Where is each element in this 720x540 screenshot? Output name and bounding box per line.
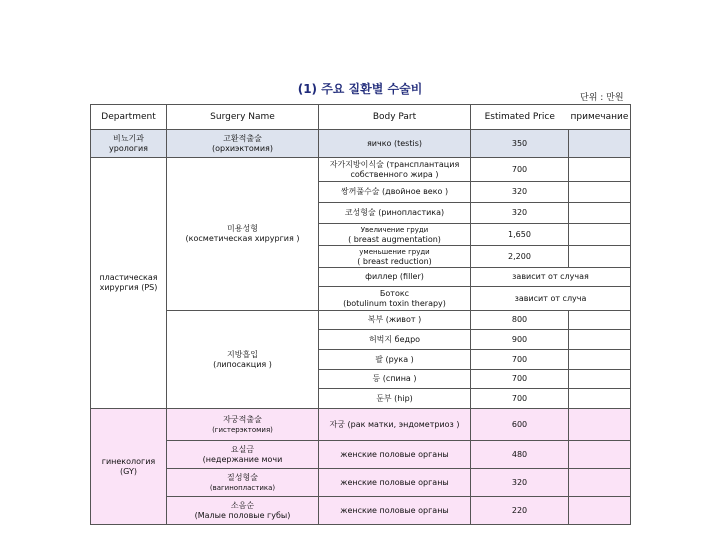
price-cell: 700 [471,158,569,182]
surgery-cell [167,497,319,525]
price-cell: 320 [471,203,569,224]
body-part-cell: женские половые органы [319,497,471,525]
price-cell: 1,650 [471,224,569,246]
note-cell: зависит от случая [471,268,631,287]
department-name-line2: хирургия (PS) [99,283,158,292]
body-part-line2: (botulinum toxin therapy) [343,298,446,308]
body-part-line2: ( breast augmentation) [348,234,441,244]
note-cell [569,370,631,389]
department-name-line1: пластическая [99,273,158,282]
surgery-name-ru: (вагинопластика) [209,483,276,492]
price-cell: 600 [471,409,569,441]
price-cell: 350 [471,130,569,158]
department-name-line1: гинекология [101,456,156,466]
note-cell [569,158,631,182]
body-part-cell [319,246,471,268]
surgery-name-ko: 질성형술 [227,472,258,482]
surgery-name-ko: 고환적출술 [223,133,262,143]
table-row [91,311,631,330]
header-price: Estimated Price [471,105,569,130]
surgery-cell [167,441,319,469]
surgery-cost-table [90,104,631,525]
price-cell: 700 [471,370,569,389]
note-cell: зависит от случа [471,287,631,311]
price-cell: 320 [471,469,569,497]
unit-label: 단위 : 만원 [580,93,624,103]
surgery-name-ru: (гистерэктомия) [212,425,273,434]
table-row [91,497,631,525]
page-title: (1) 주요 질환별 수술비 [297,82,423,96]
price-cell: 220 [471,497,569,525]
note-cell [569,224,631,246]
surgery-cell [167,130,319,158]
department-name-ko: 비뇨기과 [113,133,144,143]
note-cell [569,130,631,158]
body-part-line1: Ботокс [379,288,410,298]
body-part-cell: 쌍꺼풀수술 (двойное веко ) [319,182,471,203]
header-row [91,105,631,130]
body-part-cell: филлер (filler) [319,268,471,287]
body-part-cell: 코성형술 (ринопластика) [319,203,471,224]
price-cell: 700 [471,389,569,409]
note-cell [569,311,631,330]
table-row [91,409,631,441]
table-row [91,158,631,182]
body-part-cell: 자궁 (рак матки, эндометриоз ) [319,409,471,441]
header-note: примечание [569,105,631,130]
price-cell: 480 [471,441,569,469]
body-part-cell: 둔부 (hip) [319,389,471,409]
surgery-name-ru: (липосакция ) [213,359,272,369]
surgery-name-ru: (Малые половые губы) [194,510,291,520]
body-part-cell [319,224,471,246]
table-row [91,469,631,497]
body-part-line2: ( breast reduction) [357,256,432,266]
note-cell [569,497,631,525]
body-part-line1: Увеличение груди [360,225,429,234]
surgery-name-ru: (недержание мочи [202,454,283,464]
table-row [91,441,631,469]
surgery-name-ko: 자궁적출술 [223,414,262,424]
note-cell [569,182,631,203]
body-part-cell: 허벅지 бедро [319,330,471,350]
surgery-cell [167,409,319,441]
note-cell [569,350,631,370]
note-cell [569,203,631,224]
surgery-cell [167,311,319,409]
surgery-cell [167,469,319,497]
body-part-cell: 팔 (рука ) [319,350,471,370]
note-cell [569,246,631,268]
surgery-name-ko: 요실금 [230,444,255,454]
body-part-cell [319,287,471,311]
surgery-name-ko: 소음순 [230,500,255,510]
surgery-name-ko: 지방흡입 [227,349,258,359]
price-cell: 2,200 [471,246,569,268]
price-cell: 700 [471,350,569,370]
body-part-line1: уменьшение груди [359,247,430,256]
note-cell [569,441,631,469]
note-cell [569,330,631,350]
surgery-cell [167,158,319,311]
body-part-line2: собственного жира ) [350,169,439,179]
price-cell: 900 [471,330,569,350]
body-part-cell: яичко (testis) [319,130,471,158]
note-cell [569,389,631,409]
body-part-cell: 등 (спина ) [319,370,471,389]
header-department: Department [91,105,167,130]
surgery-name-ru: (косметическая хирургия ) [185,234,300,243]
note-cell [569,409,631,441]
department-cell [91,158,167,409]
department-cell [91,130,167,158]
surgery-name-ru: (орхиэктомия) [212,143,273,153]
note-cell [569,469,631,497]
price-cell: 320 [471,182,569,203]
body-part-line1: 자가지방이식술 (трансплантация [329,159,460,169]
surgery-name-ko: 미용성형 [227,224,258,233]
department-cell [91,409,167,525]
body-part-cell: 복부 (живот ) [319,311,471,330]
body-part-cell: женские половые органы [319,441,471,469]
department-name-ru: урология [109,143,148,153]
table-row [91,130,631,158]
body-part-cell: женские половые органы [319,469,471,497]
header-body-part: Body Part [319,105,471,130]
price-cell: 800 [471,311,569,330]
header-surgery-name: Surgery Name [167,105,319,130]
department-name-line2: (GY) [120,466,137,476]
body-part-cell [319,158,471,182]
